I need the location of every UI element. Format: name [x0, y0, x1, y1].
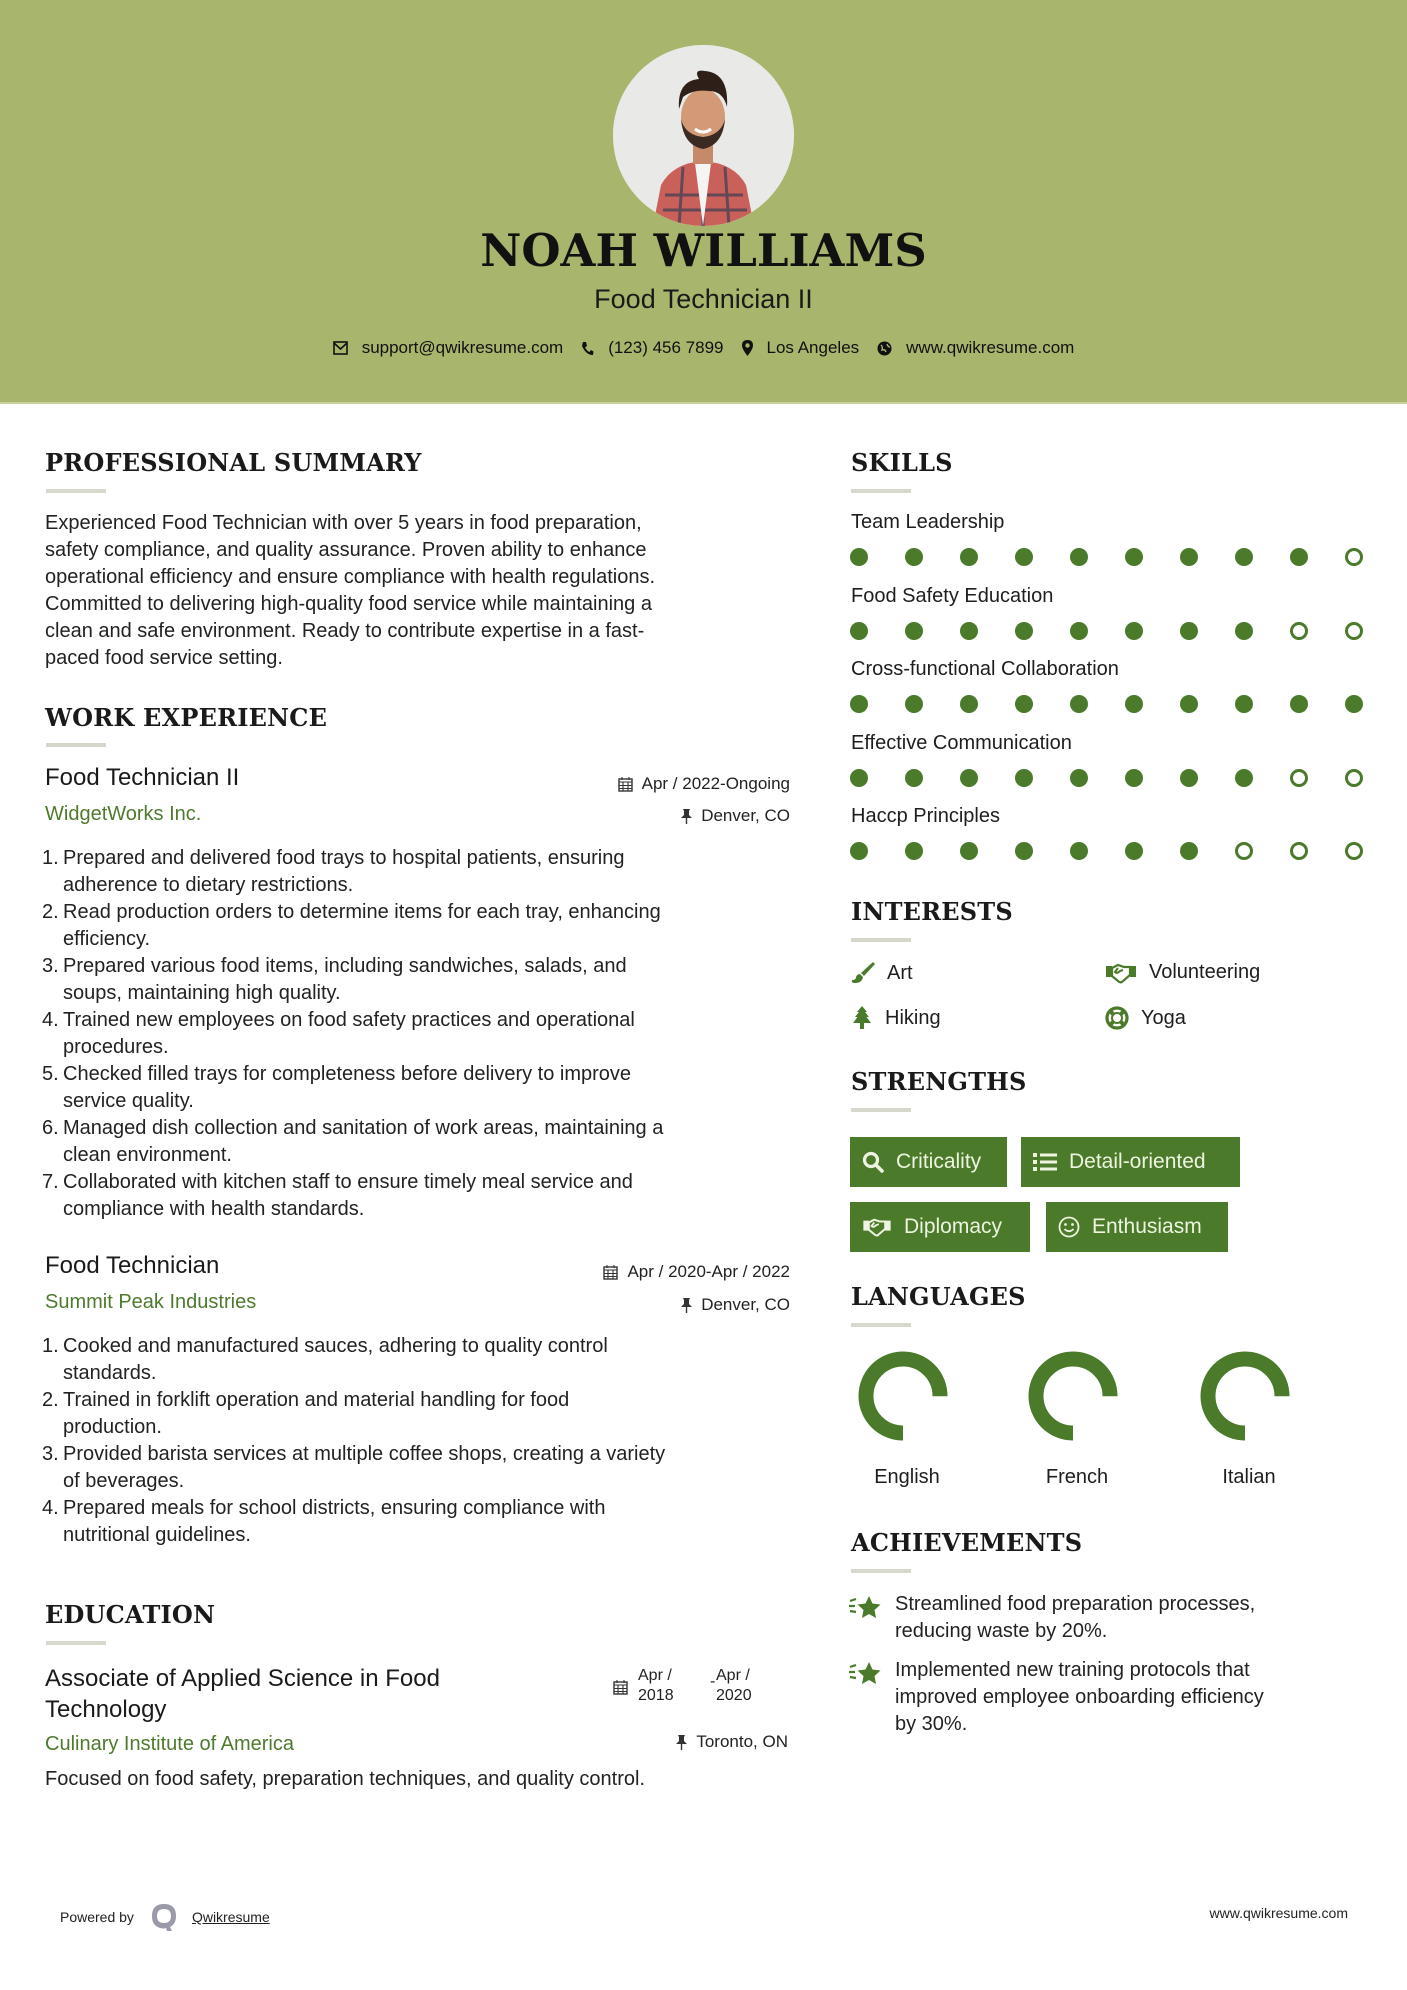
skill-dot-filled [850, 769, 868, 787]
handshake-icon [862, 1217, 892, 1237]
paintbrush-icon [851, 961, 875, 985]
degree-title: Associate of Applied Science in Food Technology [45, 1665, 440, 1723]
skill-dot-empty [1345, 622, 1363, 640]
job-title-1: Food Technician II [45, 764, 240, 791]
language-progress-ring [853, 1346, 953, 1446]
job-2-bullets [42, 1333, 795, 1549]
envelope-icon [333, 341, 348, 355]
map-marker-icon [742, 340, 753, 356]
globe-icon [877, 341, 892, 356]
list-item: 4. Trained new employees on food safety practices and operational procedures. [42, 1009, 635, 1058]
job-title-2: Food Technician [45, 1252, 220, 1279]
email-text: support@qwikresume.com [361, 338, 564, 357]
list-item: 1. Prepared and delivered food trays to hospital patients, ensuring adherence to dietary restrictions. [42, 847, 625, 896]
skills-heading: SKILLS [851, 448, 953, 477]
job-dates-1: Apr / 2022-Ongoing [618, 774, 790, 794]
interest-volunteering: Volunteering [1105, 961, 1260, 984]
pushpin-icon [676, 1735, 687, 1750]
summary-text [45, 510, 795, 672]
skill-dot-filled [1070, 842, 1088, 860]
education-location: Toronto, ON [676, 1732, 788, 1752]
list-item: 4. Prepared meals for school districts, ensuring compliance with nutritional guidelines. [42, 1497, 606, 1546]
skill-dot-filled [1180, 695, 1198, 713]
summary-line: safety compliance, and quality assurance. Proven ability to enhance [45, 539, 647, 561]
tree-icon [851, 1006, 873, 1030]
languages-heading: LANGUAGES [851, 1282, 1026, 1311]
search-icon [862, 1151, 884, 1173]
skill-dot-filled [1070, 622, 1088, 640]
strengths-underline [851, 1108, 911, 1112]
interest-hiking: Hiking [851, 1006, 941, 1030]
skill-dot-filled [905, 695, 923, 713]
skill-dot-filled [960, 695, 978, 713]
phone-text: (123) 456 7899 [608, 338, 724, 357]
skill-dot-filled [1070, 548, 1088, 566]
education-underline [46, 1641, 106, 1645]
skill-dot-filled [1235, 548, 1253, 566]
star-achievement-icon [849, 1661, 883, 1687]
calendar-icon [613, 1679, 628, 1695]
job-dates-2: Apr / 2020-Apr / 2022 [603, 1262, 790, 1282]
languages-underline [851, 1323, 911, 1327]
website-text[interactable]: www.qwikresume.com [906, 338, 1075, 357]
strengths-heading: STRENGTHS [851, 1067, 1027, 1096]
education-description: Focused on food safety, preparation techniques, and quality control. [45, 1768, 646, 1790]
skill-dot-filled [1345, 695, 1363, 713]
skill-dot-filled [1125, 769, 1143, 787]
skill-dot-filled [1015, 622, 1033, 640]
contact-phone[interactable] [581, 338, 723, 358]
smile-icon [1058, 1216, 1080, 1238]
language-label: French [1045, 1466, 1109, 1488]
language-progress-ring [1023, 1346, 1123, 1446]
skill-dot-filled [1290, 695, 1308, 713]
skill-dot-filled [1125, 622, 1143, 640]
strength-tag-diplomacy: Diplomacy [850, 1202, 1030, 1252]
profile-photo [613, 45, 794, 226]
skill-dot-filled [905, 842, 923, 860]
qwikresume-logo-icon [150, 1902, 178, 1932]
candidate-name: NOAH WILLIAMS [480, 224, 927, 277]
interests-underline [851, 938, 911, 942]
summary-line: Committed to delivering high-quality food service while maintaining a [45, 593, 652, 615]
skill-dot-filled [905, 769, 923, 787]
experience-heading: WORK EXPERIENCE [45, 703, 328, 732]
language-label: Italian [1222, 1466, 1276, 1488]
skill-dot-filled [1015, 769, 1033, 787]
pushpin-icon [681, 809, 692, 824]
achievements-heading: ACHIEVEMENTS [851, 1528, 1083, 1557]
strength-tag-detail-oriented: Detail-oriented [1021, 1137, 1240, 1187]
skill-dot-filled [1235, 695, 1253, 713]
skill-dot-empty [1290, 769, 1308, 787]
life-ring-icon [1105, 1006, 1129, 1030]
pushpin-icon [681, 1298, 692, 1313]
list-item: 1. Cooked and manufactured sauces, adhering to quality control standards. [42, 1335, 608, 1384]
skill-dot-empty [1290, 622, 1308, 640]
skill-dot-filled [1180, 769, 1198, 787]
list-item: 3. Prepared various food items, including sandwiches, salads, and soups, maintaining high quality. [42, 955, 627, 1004]
calendar-icon [603, 1264, 618, 1280]
interest-art: Art [851, 961, 913, 985]
skill-label: Effective Communication [851, 731, 1072, 754]
skill-dot-filled [905, 622, 923, 640]
skill-dot-empty [1345, 548, 1363, 566]
skill-dot-filled [850, 842, 868, 860]
language-label: English [874, 1466, 940, 1488]
achievements-underline [851, 1569, 911, 1573]
skill-dot-empty [1345, 842, 1363, 860]
skill-dot-filled [960, 622, 978, 640]
skill-dot-filled [1015, 842, 1033, 860]
job-location-2: Denver, CO [681, 1295, 790, 1315]
skill-dot-empty [1290, 842, 1308, 860]
summary-line: paced food service setting. [45, 647, 283, 669]
skill-dot-filled [1180, 842, 1198, 860]
qwikresume-link[interactable]: Qwikresume [191, 1909, 270, 1925]
skill-dot-filled [1070, 769, 1088, 787]
summary-line: Experienced Food Technician with over 5 years in food preparation, [45, 512, 642, 534]
skill-label: Food Safety Education [851, 584, 1054, 607]
skill-dot-empty [1235, 842, 1253, 860]
skill-dot-filled [1015, 695, 1033, 713]
skill-dot-filled [960, 842, 978, 860]
skill-label: Team Leadership [851, 511, 1005, 533]
summary-line: clean and safe environment. Ready to contribute expertise in a fast- [45, 620, 645, 642]
list-icon [1033, 1152, 1057, 1172]
education-heading: EDUCATION [45, 1600, 216, 1629]
skill-dot-filled [960, 769, 978, 787]
strength-tag-criticality: Criticality [850, 1137, 1007, 1187]
skill-dot-filled [905, 548, 923, 566]
skill-dot-filled [1235, 622, 1253, 640]
contact-location [742, 338, 860, 358]
skills-underline [851, 489, 911, 493]
list-item: 6. Managed dish collection and sanitation of work areas, maintaining a clean environment. [42, 1117, 664, 1166]
strength-tag-enthusiasm: Enthusiasm [1046, 1202, 1228, 1252]
skill-dot-empty [1345, 769, 1363, 787]
skill-dot-filled [1125, 548, 1143, 566]
skill-dot-filled [1180, 622, 1198, 640]
contact-email[interactable] [333, 338, 564, 358]
list-item: 3. Provided barista services at multiple coffee shops, creating a variety of beverages. [42, 1443, 666, 1492]
skill-dot-filled [1290, 548, 1308, 566]
person-photo-icon [613, 45, 794, 226]
footer-powered-by: Powered by Qwikresume [60, 1902, 270, 1932]
skill-dot-filled [1015, 548, 1033, 566]
skill-label: Cross-functional Collaboration [851, 658, 1119, 681]
achievement-item-1: Streamlined food preparation processes, reducing waste by 20%. [895, 1593, 1256, 1642]
interest-yoga: Yoga [1105, 1006, 1186, 1030]
skill-dot-filled [1070, 695, 1088, 713]
skill-dot-filled [1235, 769, 1253, 787]
skill-dot-filled [1125, 842, 1143, 860]
summary-underline [46, 489, 106, 493]
skill-dot-filled [850, 622, 868, 640]
skill-dot-filled [850, 548, 868, 566]
experience-underline [46, 743, 106, 747]
calendar-icon [618, 776, 633, 792]
phone-icon [581, 341, 594, 356]
job-1-bullets [42, 845, 795, 1223]
skill-label: Haccp Principles [851, 805, 1000, 828]
skill-dot-filled [1125, 695, 1143, 713]
job-location-1: Denver, CO [681, 806, 790, 826]
job-title: Food Technician II [594, 284, 813, 314]
language-progress-ring [1195, 1346, 1295, 1446]
list-item: 7. Collaborated with kitchen staff to ensure timely meal service and compliance with health standards. [42, 1171, 633, 1220]
interests-heading: INTERESTS [851, 897, 1013, 926]
skill-dot-filled [1180, 548, 1198, 566]
contact-bar [0, 338, 1407, 358]
location-text: Los Angeles [766, 338, 860, 357]
summary-line: operational efficiency and ensure compliance with health regulations. [45, 566, 656, 588]
list-item: 5. Checked filled trays for completeness before delivery to improve service quality. [42, 1063, 632, 1112]
company-2: Summit Peak Industries [45, 1291, 257, 1313]
footer-website[interactable]: www.qwikresume.com [1209, 1905, 1348, 1921]
contact-website[interactable] [877, 338, 1074, 358]
star-achievement-icon [849, 1595, 883, 1621]
list-item: 2. Read production orders to determine items for each tray, enhancing efficiency. [42, 901, 661, 950]
skill-dot-filled [850, 695, 868, 713]
company-1: WidgetWorks Inc. [45, 803, 202, 825]
institution-name: Culinary Institute of America [45, 1733, 294, 1755]
list-item: 2. Trained in forklift operation and material handling for food production. [42, 1389, 570, 1438]
skill-dot-filled [960, 548, 978, 566]
achievement-item-2: Implemented new training protocols that improved employee onboarding efficiency by 30%. [895, 1659, 1264, 1735]
summary-heading: PROFESSIONAL SUMMARY [45, 448, 422, 477]
handshake-icon [1105, 962, 1137, 984]
